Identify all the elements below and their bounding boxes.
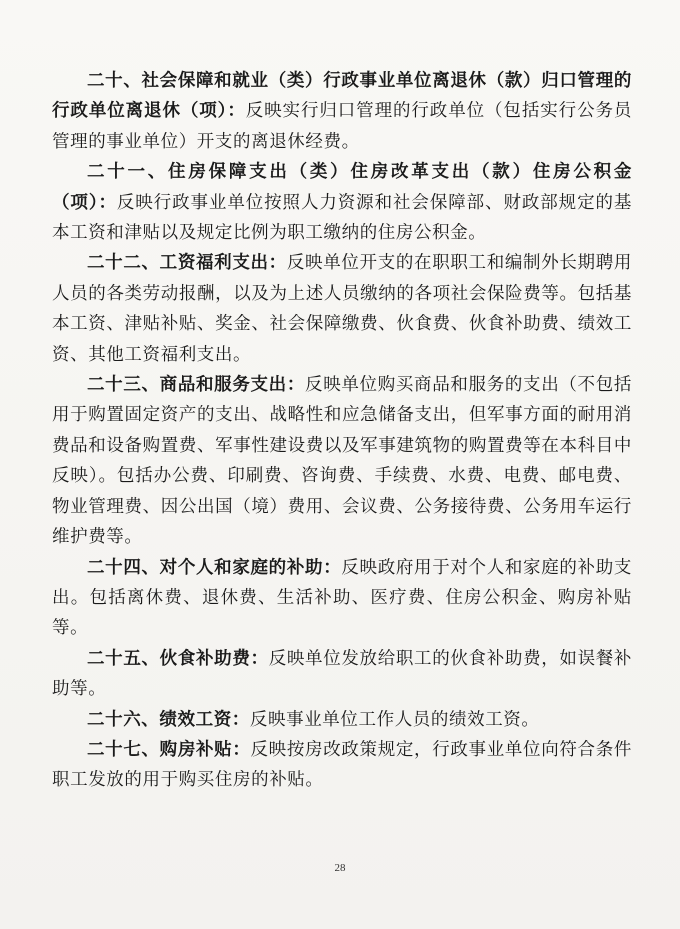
paragraph-20 — [52, 66, 632, 157]
paragraph-heading: 二十六、绩效工资： — [87, 709, 250, 730]
paragraph-heading: 二十七、购房补贴： — [87, 739, 251, 760]
paragraph-text: 反映行政事业单位按照人力资源和社会保障部、财政部规定的基本工资和津贴以及规定比例为职工缴纳的住房公积金。 — [52, 192, 632, 244]
document-body — [52, 66, 632, 796]
paragraph-text: 反映单位发放给职工的伙食补助费，如误餐补助等。 — [52, 648, 633, 700]
paragraph-text: 反映事业单位工作人员的绩效工资。 — [249, 709, 540, 730]
paragraph-heading: 二十、社会保障和就业（类）行政事业单位离退休（款）归口管理的行政单位离退休（项）： — [52, 71, 632, 122]
paragraph-heading: 二十一、住房保障支出（类）住房改革支出（款）住房公积金（项）： — [52, 162, 632, 213]
paragraph-heading: 二十五、伙食补助费： — [87, 648, 269, 669]
paragraph-23 — [52, 370, 632, 552]
paragraph-heading: 二十四、对个人和家庭的补助： — [87, 557, 342, 578]
paragraph-27 — [52, 735, 632, 796]
paragraph-text: 反映单位购买商品和服务的支出（不包括用于购置固定资产的支出、战略性和应急储备支出，但军事方面的耐用消费品和设备购置费、军事性建设费以及军事建筑物的购置费等在本科目中反映）。包括办公费、印刷费、咨询费、手续费、水费、电费、邮电费、物业管理费、因公出国（境）费用、会议费、公务接待费、公务用车运行维护费等。 — [52, 375, 632, 548]
paragraph-21 — [52, 157, 632, 248]
page-number: 28 — [334, 862, 346, 874]
paragraph-heading: 二十二、工资福利支出： — [87, 253, 287, 274]
paragraph-text: 反映按房改政策规定，行政事业单位向符合条件职工发放的用于购买住房的补贴。 — [52, 739, 632, 791]
paragraph-text: 反映政府用于对个人和家庭的补助支出。包括离休费、退休费、生活补助、医疗费、住房公积金、购房补贴等。 — [52, 557, 632, 639]
paragraph-22 — [52, 248, 632, 370]
paragraph-text: 反映单位开支的在职职工和编制外长期聘用人员的各类劳动报酬，以及为上述人员缴纳的各项社会保险费等。包括基本工资、津贴补贴、奖金、社会保障缴费、伙食费、伙食补助费、绩效工资、其他工资福利支出。 — [52, 253, 632, 365]
paragraph-26 — [52, 705, 632, 735]
paragraph-25 — [52, 644, 632, 705]
paragraph-heading: 二十三、商品和服务支出： — [87, 375, 306, 396]
paragraph-text: 反映实行归口管理的行政单位（包括实行公务员管理的事业单位）开支的离退休经费。 — [52, 101, 632, 152]
paragraph-24 — [52, 553, 632, 644]
